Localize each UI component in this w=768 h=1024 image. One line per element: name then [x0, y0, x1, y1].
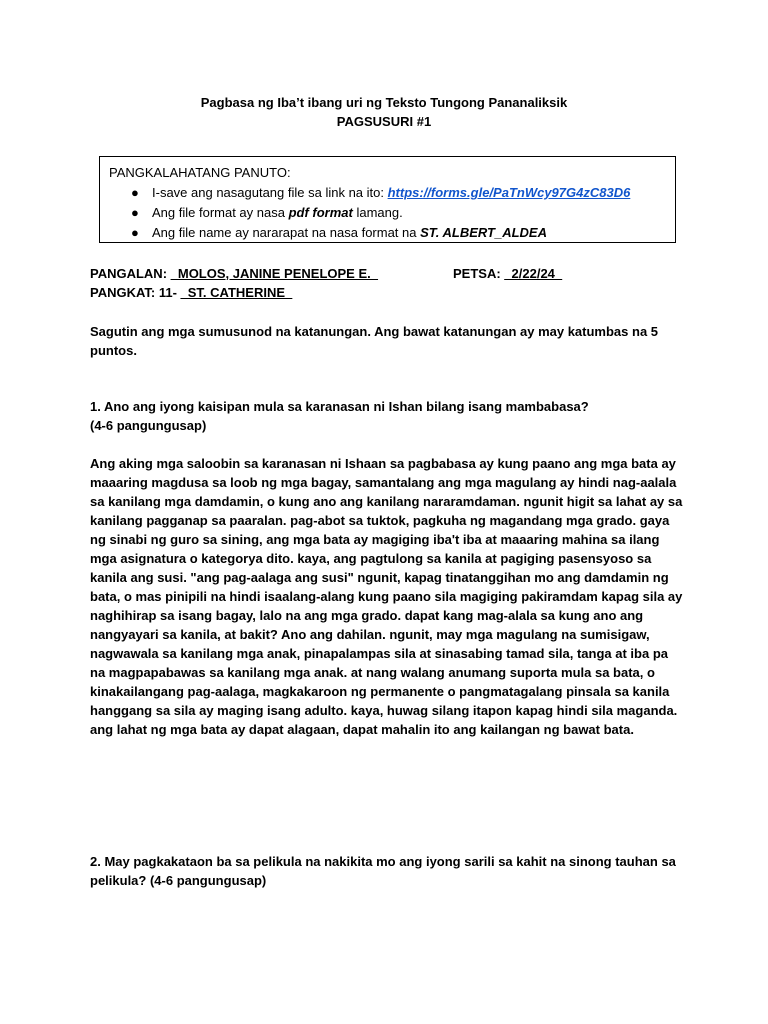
form-link[interactable]: https://forms.gle/PaTnWcy97G4zC83D6: [387, 185, 631, 200]
instruction-text: lamang.: [352, 205, 403, 220]
document-subtitle: PAGSUSURI #1: [336, 114, 432, 129]
instruction-text: I-save ang nasagutang file sa link na ito:: [152, 185, 388, 200]
answer-1: Ang aking mga saloobin sa karanasan ni Ishaan sa pagbabasa ay kung paano ang mga bata ay maaaring magdusa sa loob ng mga bagay, samantalang ang mga magulang ay hindi nag-aalala sa kanilang mga damdamin, o kung ano ang kanilang nararamdaman. ngunit higit sa lahat ay sa kanilang pagganap sa paaralan. pag-abot sa tuktok, pagkuha ng magandang mga grado. gaya ng sinabi ng guro sa sining, ang mga bata ay magiging iba't iba at maaaring mahina sa ilang mga asignatura o kategorya dito. kaya, ang pagtulong sa kanila at pagiging pasensyoso sa kanila ang susi. "ang pag-aalaga ang susi" ngunit, kapag tinatanggihan mo ang damdamin ng bata, o mas pinipili na hindi isaalang-alang kung paano sila magiging pakiramdam kapag sila ay naghihirap sa isang bagay, lalo na ang mga grado. dapat kang mag-alala sa kung ano ang nangyayari sa kanila, at bakit? Ano ang dahilan. ngunit, may mga magulang na sumisigaw, nagwawala sa kanilang mga anak, pinapalampas sila at sinasabing tamad sila, tanga at iba pa na magpapabawas sa kanilang mga anak. at nang walang anumang suporta mula sa bata, o kinakailangang pag-aalaga, magkakaroon ng permanente o pangmatagalang pinsala sa kanila hanggang sa sila ay maging isang adulto. kaya, huwag silang itapon kapag hindi sila maganda. ang lahat ng mga bata ay dapat alagaan, dapat mahalin ito ang kailangan ng bawat bata.: [90, 456, 683, 737]
instruction-item: [109, 223, 666, 243]
question-1-note: (4-6 pangungusap): [90, 418, 207, 433]
document-title: Pagbasa ng Iba’t ibang uri ng Teksto Tungong Pananaliksik: [200, 95, 568, 110]
instruction-emphasis: pdf format: [288, 205, 353, 220]
instruction-item: [109, 203, 666, 223]
instruction-text: Ang file name ay nararapat na nasa format na: [152, 225, 421, 240]
section-label: PANGKAT: 11-: [90, 285, 181, 300]
instruction-text: Ang file format ay nasa: [152, 205, 289, 220]
instructions-box: [99, 156, 676, 243]
bullet-icon: ●: [131, 205, 139, 220]
instruction-emphasis: ST. ALBERT_ALDEA: [420, 225, 547, 240]
section-line: [90, 283, 292, 302]
section-value: _ST. CATHERINE_: [180, 285, 293, 300]
instructions-heading: PANGKALAHATANG PANUTO:: [109, 165, 291, 180]
date-label: PETSA:: [453, 266, 505, 281]
date-value: _2/22/24_: [504, 266, 563, 281]
directions-text: Sagutin ang mga sumusunod na katanungan. Ang bawat katanungan ay may katumbas na 5 puntos.: [90, 324, 659, 358]
bullet-icon: ●: [131, 185, 139, 200]
name-line: [90, 264, 378, 283]
instruction-item: [109, 183, 666, 203]
name-label: PANGALAN:: [90, 266, 171, 281]
bullet-icon: ●: [131, 225, 139, 240]
question-2: 2. May pagkakataon ba sa pelikula na nakikita mo ang iyong sarili sa kahit na sinong tauhan sa pelikula? (4-6 pangungusap): [90, 854, 676, 888]
date-line: [453, 264, 562, 283]
name-value: _MOLOS, JANINE PENELOPE E._: [170, 266, 378, 281]
question-1: 1. Ano ang iyong kaisipan mula sa karanasan ni Ishan bilang isang mambabasa?: [90, 399, 589, 414]
instructions-list: [109, 183, 666, 243]
